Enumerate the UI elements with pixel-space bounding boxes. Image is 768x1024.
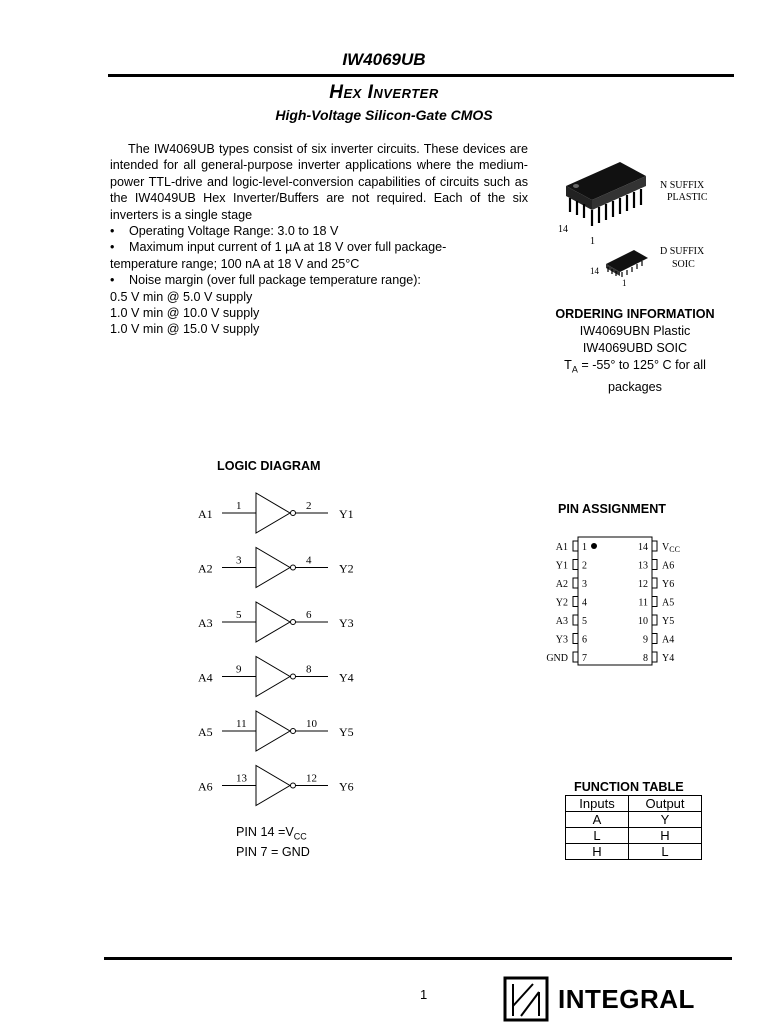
temp-range: = -55° to 125° C for all (577, 358, 706, 372)
left-pin-number: 3 (582, 579, 587, 590)
gate-output-label: Y5 (339, 725, 354, 739)
gate-output-pin: 4 (306, 554, 312, 567)
soic-package-icon (606, 250, 648, 277)
pin-lead (573, 615, 578, 625)
gate-input-pin: 13 (236, 772, 247, 785)
right-pin (638, 597, 674, 609)
gate-output-pin: 12 (306, 772, 317, 785)
logic-diagram-heading: LOGIC DIAGRAM (217, 459, 321, 473)
inverter-bubble (291, 511, 296, 516)
left-pin-number: 7 (582, 653, 587, 664)
pin1-marker (591, 543, 597, 549)
brand-name: INTEGRAL (558, 984, 695, 1014)
inverter-bubble (291, 620, 296, 625)
inverter-triangle (256, 711, 290, 751)
left-pin-name: Y3 (555, 634, 568, 646)
left-pin (556, 541, 587, 553)
gate-input-label: A4 (198, 670, 213, 685)
pin-lead (573, 634, 578, 644)
pin-assignment-diagram (540, 535, 700, 667)
right-pin-number: 10 (638, 616, 648, 627)
bullet-input-current-continued: temperature range; 100 nA at 18 V and 25°C (110, 256, 360, 271)
right-pin (638, 615, 674, 627)
gate-input-pin: 1 (236, 500, 242, 512)
output-header: Output (629, 796, 702, 812)
inverter-gate (198, 602, 354, 642)
left-pin (556, 597, 587, 609)
function-table (565, 795, 702, 860)
header-rule (108, 74, 734, 77)
n-suffix-label: N SUFFIX (660, 180, 705, 191)
inverter-bubble (291, 674, 296, 679)
bullet-text: Maximum input current of 1 µA at 18 V over full package- (129, 240, 447, 255)
inverter-gate (198, 766, 354, 806)
inverter-triangle (256, 493, 290, 533)
inverter-triangle (256, 766, 290, 806)
gate-input-label: A1 (198, 507, 213, 521)
bullet-dot: • (110, 240, 115, 255)
table-row (566, 828, 702, 844)
d-suffix-type: SOIC (672, 259, 695, 270)
left-pin-number: 1 (582, 542, 587, 553)
document-title: Hex Inverter (329, 82, 439, 103)
soic-pin1-label: 1 (622, 278, 627, 286)
left-pin-name: GND (546, 653, 568, 664)
table-row (566, 844, 702, 860)
table-cell: H (629, 828, 702, 844)
right-pin (638, 541, 680, 554)
gate-output-pin: 2 (306, 500, 312, 512)
dip-package-icon (566, 162, 646, 226)
pin-lead (573, 560, 578, 570)
right-pin-name: $V_{CC}$ (662, 542, 680, 554)
gate-input-pin: 9 (236, 663, 242, 676)
pin-lead (573, 578, 578, 588)
left-pin-name: A1 (555, 542, 568, 553)
left-pin-number: 4 (582, 597, 587, 609)
ordering-heading: ORDERING INFORMATION (555, 307, 715, 321)
right-pin (643, 652, 674, 664)
pin-lead (652, 560, 657, 570)
gnd-note: PIN 7 = GND (236, 844, 310, 859)
right-pin-name: A4 (662, 634, 675, 646)
description-block (110, 141, 528, 338)
gate-input-pin: 3 (236, 554, 242, 567)
gate-input-label: A3 (198, 616, 213, 630)
noise-margin-line: 1.0 V min @ 15.0 V supply (110, 322, 260, 337)
pin-lead (573, 597, 578, 607)
left-pin-number: 6 (582, 634, 587, 646)
pin-lead (573, 541, 578, 551)
inverter-bubble (291, 783, 296, 788)
ordering-line-plastic: IW4069UBN Plastic (579, 324, 691, 338)
page-number: 1 (420, 987, 428, 1002)
gate-input-label: A5 (198, 725, 213, 739)
noise-margin-line: 1.0 V min @ 10.0 V supply (110, 306, 260, 321)
inverter-triangle (256, 548, 290, 588)
right-pin-name: A5 (662, 597, 675, 609)
left-pin-name: Y2 (555, 597, 568, 609)
pin-lead (573, 652, 578, 662)
pin-lead (652, 652, 657, 662)
inputs-header: Inputs (566, 796, 629, 812)
dip-pin14-label: 14 (558, 224, 568, 235)
bullet-text: Operating Voltage Range: 3.0 to 18 V (129, 224, 339, 239)
table-subheader-row (566, 812, 702, 828)
right-pin-number: 11 (638, 597, 648, 609)
right-pin-name: Y5 (662, 616, 675, 627)
ordering-information (532, 306, 738, 396)
table-cell: L (566, 828, 629, 844)
right-pin-name: Y4 (662, 653, 675, 664)
left-pin-name: A3 (555, 616, 568, 627)
right-pin-number: 14 (638, 542, 648, 553)
pin-lead (652, 578, 657, 588)
ordering-temperature (532, 357, 738, 379)
inverter-gate (198, 657, 354, 697)
inverter-gate (198, 493, 354, 533)
gate-input-label: A2 (198, 561, 213, 576)
left-pin (556, 560, 587, 572)
left-pin (556, 578, 587, 590)
table-cell: L (629, 844, 702, 860)
temp-symbol: T (564, 358, 572, 372)
logic-diagram (190, 485, 370, 825)
part-number-title: IW4069UB (342, 50, 426, 69)
pin-lead (652, 615, 657, 625)
vcc-note-text: PIN 14 =V (236, 825, 294, 839)
output-y-header: Y (629, 812, 702, 828)
inverter-bubble (291, 565, 296, 570)
pin-assignment-heading: PIN ASSIGNMENT (558, 502, 666, 516)
right-pin-number: 12 (638, 579, 648, 590)
gate-output-pin: 6 (306, 609, 312, 621)
d-suffix-label: D SUFFIX (660, 246, 705, 257)
function-table-heading: FUNCTION TABLE (574, 780, 684, 794)
right-pin-number: 9 (643, 634, 648, 646)
pin-lead (652, 541, 657, 551)
right-pin-subscript: CC (669, 545, 680, 554)
logic-notes (236, 825, 310, 860)
bullet-input-current (110, 239, 528, 255)
gate-output-label: Y4 (339, 670, 354, 685)
bullet-noise-margin (110, 272, 528, 288)
right-pin-name: A6 (662, 560, 675, 572)
inverter-bubble (291, 729, 296, 734)
bullet-dot: • (110, 273, 115, 288)
bullet-voltage-range (110, 223, 528, 239)
package-illustration (548, 146, 738, 286)
gate-input-pin: 5 (236, 609, 242, 621)
left-pin-name: A2 (555, 579, 568, 590)
table-cell: H (566, 844, 629, 860)
table-header-row (566, 796, 702, 812)
gate-output-label: Y2 (339, 561, 354, 576)
pin-lead (652, 634, 657, 644)
right-pin (638, 578, 674, 590)
n-suffix-type: PLASTIC (667, 192, 708, 203)
inverter-triangle (256, 657, 290, 697)
vcc-note (236, 825, 310, 845)
input-a-header: A (566, 812, 629, 828)
dip-pin1-label: 1 (590, 236, 595, 247)
gate-output-label: Y6 (339, 779, 354, 794)
document-subtitle: High-Voltage Silicon-Gate CMOS (275, 107, 493, 123)
ordering-line-soic: IW4069UBD SOIC (582, 341, 688, 355)
noise-margin-line: 0.5 V min @ 5.0 V supply (110, 289, 253, 304)
integral-logo-icon (503, 976, 549, 1022)
left-pin-number: 2 (582, 560, 587, 572)
left-pin-number: 5 (582, 616, 587, 627)
ordering-temperature-cont: packages (608, 379, 662, 394)
gate-output-pin: 8 (306, 663, 312, 676)
temp-subscript: A (571, 364, 578, 375)
vcc-note-sub: CC (293, 831, 307, 842)
gate-input-label: A6 (198, 779, 213, 794)
left-pin-name: Y1 (555, 560, 568, 572)
right-pin-number: 13 (638, 560, 648, 572)
soic-pin14-label: 14 (590, 266, 599, 276)
left-pin (556, 615, 587, 627)
inverter-gate (198, 711, 354, 751)
bullet-text: Noise margin (over full package temperature range): (129, 273, 421, 288)
right-pin (643, 634, 674, 646)
right-pin-name: Y6 (662, 579, 675, 590)
bullet-dot: • (110, 224, 115, 239)
inverter-gate (198, 548, 354, 588)
description-paragraph: The IW4069UB types consist of six inverter circuits. These devices are intended for all general-purpose inverter applications where the medium-power TTL-drive and logic-level-conversion capabilities of circuits such as the IW4049UB Hex Inverter/Buffers are not required. Each of the six inverters is a single stage (110, 142, 528, 222)
gate-input-pin: 11 (236, 718, 247, 730)
pin-lead (652, 597, 657, 607)
gate-output-label: Y1 (339, 507, 354, 521)
right-pin-number: 8 (643, 653, 648, 664)
inverter-triangle (256, 602, 290, 642)
gate-output-pin: 10 (306, 718, 317, 730)
footer-rule (104, 957, 732, 960)
gate-output-label: Y3 (339, 616, 354, 630)
left-pin (556, 634, 587, 646)
right-pin (638, 560, 674, 572)
